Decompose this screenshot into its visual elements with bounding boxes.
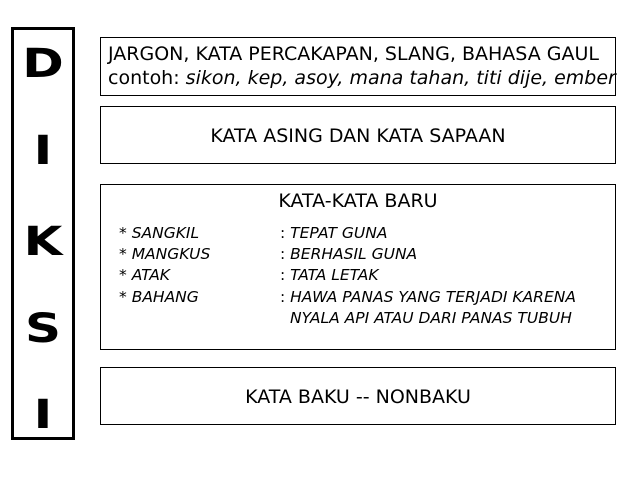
definition-term-word: MANGKUS bbox=[131, 245, 211, 263]
definition-term-word: BAHANG bbox=[131, 288, 199, 306]
jargon-box-title: JARGON, KATA PERCAKAPAN, SLANG, BAHASA GAUL bbox=[108, 43, 599, 65]
definition-bullet: * bbox=[119, 245, 132, 263]
asing-box-title: KATA ASING DAN KATA SAPAAN bbox=[210, 125, 506, 147]
definition-separator: : bbox=[280, 245, 291, 263]
baru-box bbox=[100, 184, 616, 350]
definition-term-word: ATAK bbox=[131, 266, 170, 284]
definition-term-word: SANGKIL bbox=[131, 224, 200, 242]
definition-meaning-word: TATA LETAK bbox=[290, 266, 379, 284]
diksi-letter-s: S bbox=[24, 306, 62, 352]
definition-meaning-word: TEPAT GUNA bbox=[290, 224, 388, 242]
definition-meaning bbox=[280, 223, 387, 243]
definition-meaning bbox=[280, 287, 576, 307]
definition-bullet: * bbox=[119, 266, 132, 284]
definition-term bbox=[119, 265, 170, 285]
baku-box-title: KATA BAKU -- NONBAKU bbox=[245, 386, 471, 408]
diksi-letter-i-last: I bbox=[33, 392, 53, 438]
diksi-vertical-label bbox=[11, 27, 75, 440]
definition-separator: : bbox=[280, 288, 291, 306]
definition-meaning-word: HAWA PANAS YANG TERJADI KARENA bbox=[290, 288, 576, 306]
definition-separator: : bbox=[280, 266, 291, 284]
diksi-letter-i: I bbox=[33, 128, 53, 174]
definition-bullet: * bbox=[119, 224, 132, 242]
definition-meaning bbox=[280, 265, 379, 285]
jargon-example-words: sikon, kep, asoy, mana tahan, titi dije, ember bbox=[185, 67, 616, 89]
diksi-letter-k: K bbox=[23, 219, 63, 265]
definition-term bbox=[119, 223, 199, 243]
jargon-box bbox=[100, 37, 616, 96]
asing-box bbox=[100, 106, 616, 164]
diksi-letter-d: D bbox=[22, 41, 64, 87]
definition-continuation: NYALA API ATAU DARI PANAS TUBUH bbox=[290, 309, 572, 327]
definition-meaning-word: BERHASIL GUNA bbox=[290, 245, 418, 263]
definition-separator: : bbox=[280, 224, 291, 242]
definition-bullet: * bbox=[119, 288, 132, 306]
definition-term bbox=[119, 287, 199, 307]
jargon-example-line bbox=[108, 66, 616, 90]
jargon-example-prefix: contoh: bbox=[108, 67, 186, 89]
definition-meaning bbox=[280, 244, 417, 264]
baku-box bbox=[100, 367, 616, 425]
definition-term bbox=[119, 244, 210, 264]
baru-box-title: KATA-KATA BARU bbox=[278, 190, 438, 212]
